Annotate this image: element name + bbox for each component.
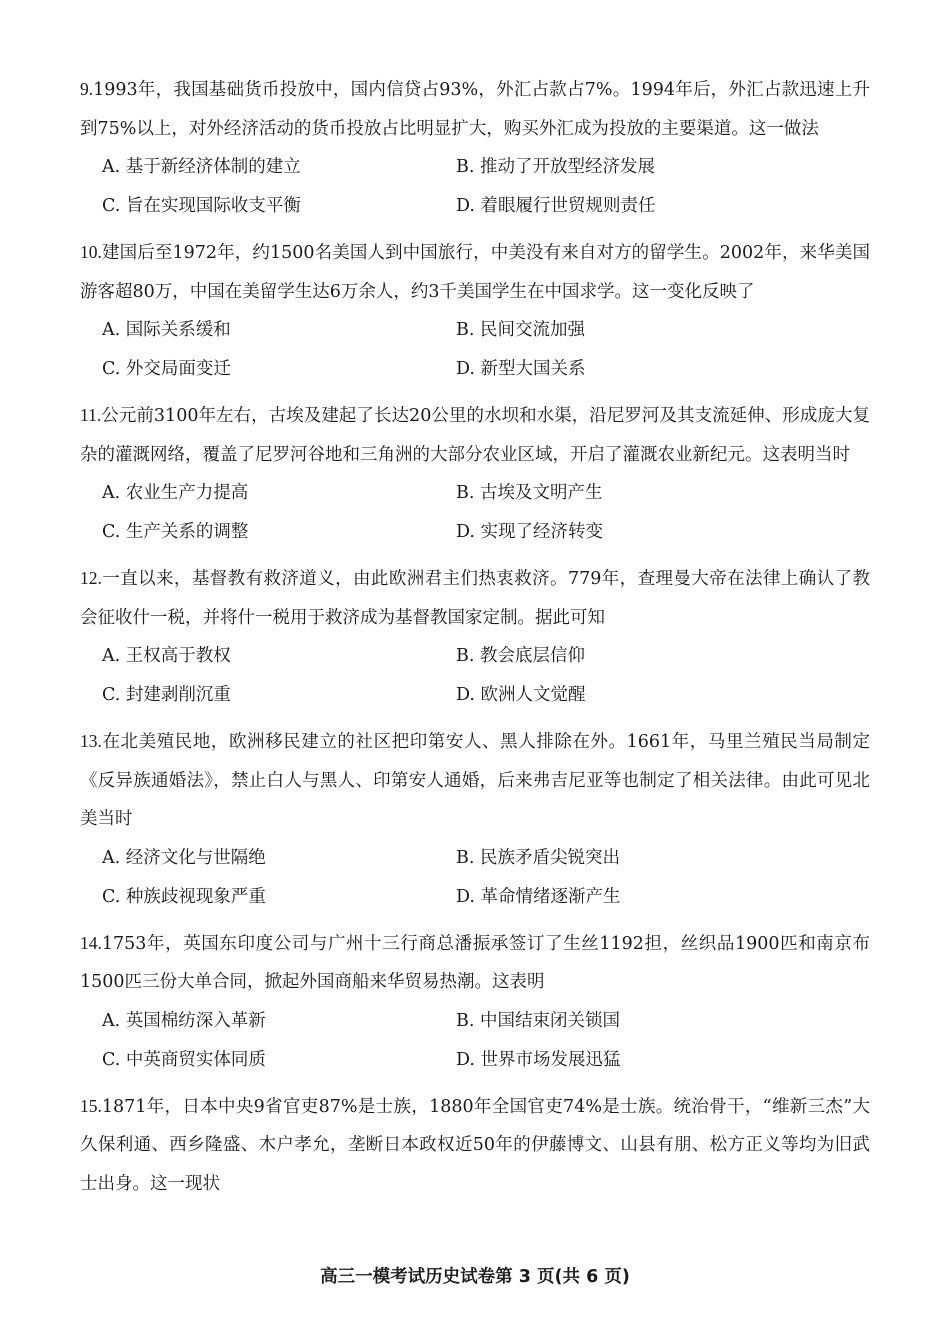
- question-text: 公元前3100年左右，古埃及建起了长达20公里的水坝和水渠，沿尼罗河及其支流延伸、形成庞大复杂的灌溉网络，覆盖了尼罗河谷地和三角洲的大部分农业区域，开启了灌溉农业新纪元。这表明当时: [80, 406, 870, 465]
- answer-option: B. 推动了开放型经济发展: [456, 157, 655, 177]
- question-number: 13.: [80, 731, 102, 751]
- question-number: 15.: [80, 1095, 102, 1116]
- question-stem: [80, 233, 870, 311]
- question-stem: [80, 396, 870, 474]
- answer-option: B. 中国结束闭关锁国: [456, 1010, 620, 1031]
- answer-option: D. 革命情绪逐渐产生: [456, 886, 621, 907]
- answer-options: [80, 474, 870, 552]
- answer-option: B. 民间交流加强: [456, 320, 585, 340]
- question-text: 在北美殖民地，欧洲移民建立的社区把印第安人、黑人排除在外。1661年，马里兰殖民当局制定《反异族通婚法》，禁止白人与黑人、印第安人通婚，后来弗吉尼亚等也制定了相关法律。由此可见北美当时: [80, 732, 870, 829]
- answer-options: [80, 148, 870, 226]
- question-text: 1753年，英国东印度公司与广州十三行商总潘振承签订了生丝1192担，丝织品1900匹和南京布1500匹三份大单合同，掀起外国商船来华贸易热潮。这表明: [80, 933, 870, 992]
- question-number: 14.: [80, 932, 102, 953]
- question-text: 1871年，日本中央9省官吏87%是士族，1880年全国官吏74%是士族。统治骨干，“维新三杰”大久保利通、西乡隆盛、木户孝允，垄断日本政权近50年的伊藤博文、山县有朋、松方正义等均为旧武士出身。这一现状: [80, 1096, 870, 1194]
- answer-option: D. 实现了经济转变: [456, 522, 604, 542]
- answer-option: D. 着眼履行世贸规则责任: [456, 196, 656, 216]
- answer-option: D. 世界市场发展迅猛: [456, 1049, 621, 1070]
- answer-options: [80, 637, 870, 715]
- question-stem: [80, 924, 870, 1002]
- answer-option: C. 生产关系的调整: [102, 522, 249, 542]
- answer-option: C. 封建剥削沉重: [102, 685, 231, 705]
- answer-options: [80, 1002, 870, 1080]
- answer-option: A. 英国棉纺深入革新: [102, 1010, 266, 1031]
- question-item: [80, 233, 870, 389]
- answer-option: B. 教会底层信仰: [456, 646, 585, 666]
- question-list: [80, 70, 870, 1203]
- answer-option: C. 外交局面变迁: [102, 359, 231, 379]
- answer-options: [80, 311, 870, 389]
- answer-option: B. 民族矛盾尖锐突出: [456, 847, 620, 868]
- answer-option: C. 中英商贸实体同质: [102, 1049, 266, 1070]
- answer-option: C. 种族歧视现象严重: [102, 886, 266, 907]
- question-stem: [80, 1087, 870, 1204]
- question-stem: [80, 70, 870, 148]
- question-number: 12.: [80, 568, 102, 588]
- question-item: [80, 1087, 870, 1204]
- question-item: [80, 559, 870, 715]
- question-item: [80, 70, 870, 226]
- answer-options: [80, 839, 870, 917]
- question-number: 11.: [80, 405, 102, 425]
- question-text: 1993年，我国基础货币投放中，国内信贷占93%，外汇占款占7%。1994年后，外汇占款迅速上升到75%以上，对外经济活动的货币投放占比明显扩大，购买外汇成为投放的主要渠道。这一做法: [80, 80, 870, 139]
- question-item: [80, 924, 870, 1080]
- answer-option: A. 王权高于教权: [102, 646, 231, 666]
- answer-option: C. 旨在实现国际收支平衡: [102, 196, 301, 216]
- answer-option: A. 农业生产力提高: [102, 483, 249, 503]
- answer-option: D. 欧洲人文觉醒: [456, 685, 586, 705]
- question-stem: [80, 722, 870, 839]
- question-number: 9.: [80, 79, 94, 99]
- question-item: [80, 722, 870, 917]
- question-number: 10.: [80, 242, 102, 262]
- question-text: 一直以来，基督教有救济道义，由此欧洲君主们热衷救济。779年，查理曼大帝在法律上确认了教会征收什一税，并将什一税用于救济成为基督教国家定制。据此可知: [80, 569, 870, 628]
- question-stem: [80, 559, 870, 637]
- answer-option: D. 新型大国关系: [456, 359, 586, 379]
- question-item: [80, 396, 870, 552]
- answer-option: A. 经济文化与世隔绝: [102, 847, 266, 868]
- page-footer: 高三一模考试历史试卷第 3 页(共 6 页): [320, 1267, 630, 1287]
- answer-option: B. 古埃及文明产生: [456, 483, 603, 503]
- question-text: 建国后至1972年，约1500名美国人到中国旅行，中美没有来自对方的留学生。2002年，来华美国游客超80万，中国在美留学生达6万余人，约3千美国学生在中国求学。这一变化反映了: [80, 243, 870, 302]
- answer-option: A. 基于新经济体制的建立: [102, 157, 301, 177]
- answer-option: A. 国际关系缓和: [102, 320, 231, 340]
